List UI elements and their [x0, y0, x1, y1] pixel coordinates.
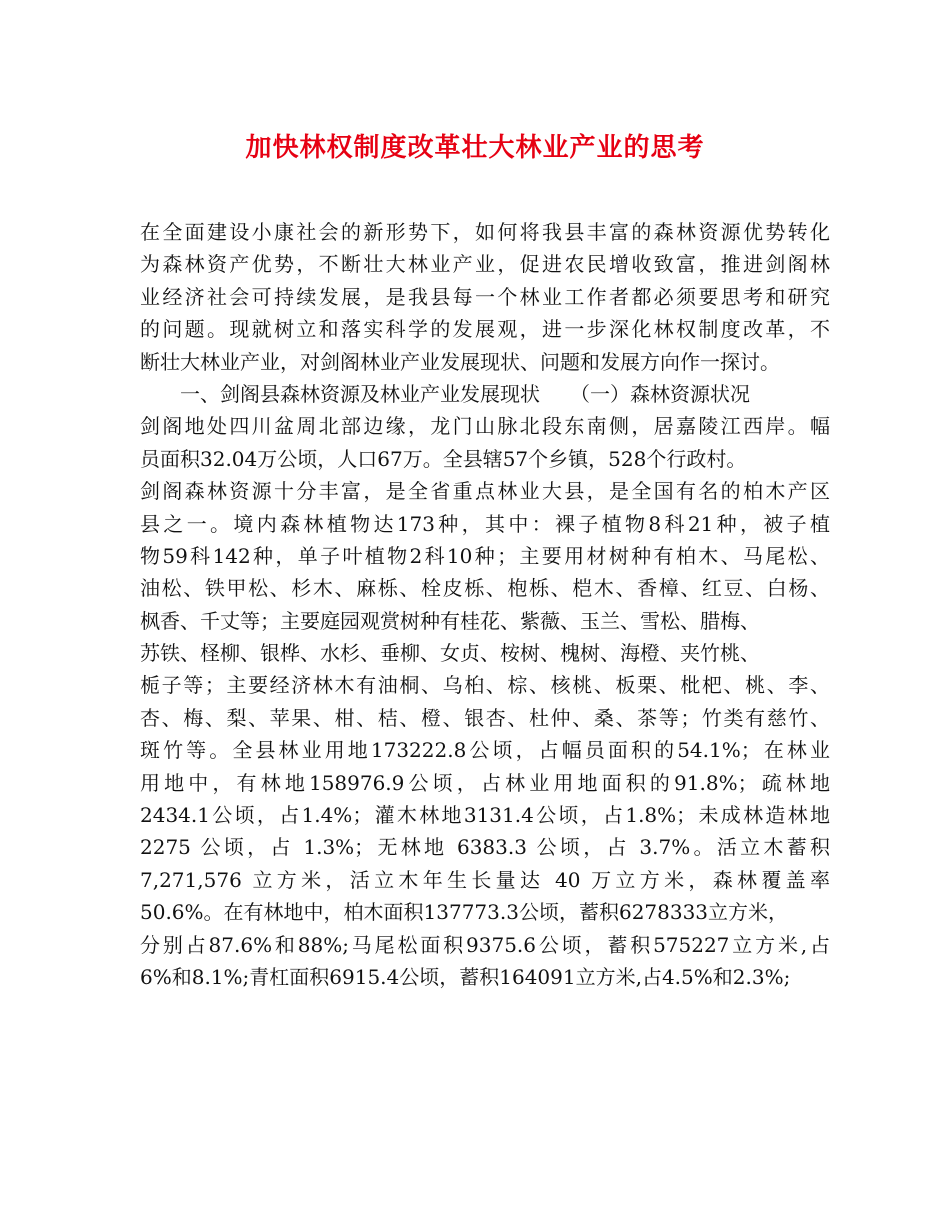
text-line: 分别占87.6%和88%;马尾松面积9375.6公顷，蓄积575227立方米,占 — [140, 932, 830, 957]
text-line: 剑阁地处四川盆周北部边缘，龙门山脉北段东南侧，居嘉陵江西岸。幅 — [140, 414, 830, 439]
text-line: 6%和8.1%;青杠面积6915.4公顷，蓄积164091立方米,占4.5%和2.3%; — [140, 964, 791, 989]
text-line: 2434.1公顷，占1.4%；灌木林地3131.4公顷，占1.8%；未成林造林地 — [140, 803, 830, 828]
text-line: 在全面建设小康社会的新形势下，如何将我县丰富的森林资源优势转化 — [140, 220, 830, 244]
text-line: 的问题。现就树立和落实科学的发展观，进一步深化林权制度改革，不 — [140, 317, 830, 342]
text-line: 为森林资产优势，不断壮大林业产业，促进农民增收致富，推进剑阁林 — [140, 252, 830, 277]
section-heading-line: 一、剑阁县森林资源及林业产业发展现状 （一）森林资源状况 — [140, 381, 750, 406]
text-line: 2275 公顷，占 1.3%；无林地 6383.3 公顷，占 3.7%。活立木蓄积 — [140, 835, 830, 860]
document-title: 加快林权制度改革壮大林业产业的思考 — [245, 133, 705, 163]
text-line: 员面积32.04万公顷，人口67万。全县辖57个乡镇，528个行政村。 — [140, 446, 747, 471]
text-line: 物59科142种，单子叶植物2科10种；主要用材树种有柏木、马尾松、 — [140, 543, 830, 568]
text-line: 栀子等；主要经济林木有油桐、乌桕、棕、核桃、板栗、枇杷、桃、李、 — [140, 673, 830, 698]
text-line: 剑阁森林资源十分丰富，是全省重点林业大县，是全国有名的柏木产区 — [140, 479, 830, 504]
text-line: 7,271,576 立方米，活立木年生长量达 40 万立方米，森林覆盖率 — [140, 867, 830, 892]
text-line: 枫香、千丈等；主要庭园观赏树种有桂花、紫薇、玉兰、雪松、腊梅、 — [140, 608, 760, 633]
text-line: 断壮大林业产业，对剑阁林业产业发展现状、问题和发展方向作一探讨。 — [140, 349, 780, 374]
text-line: 业经济社会可持续发展，是我县每一个林业工作者都必须要思考和研究 — [140, 284, 830, 309]
document-body — [140, 216, 830, 993]
text-line: 斑竹等。全县林业用地173222.8公顷，占幅员面积的54.1%；在林业 — [140, 738, 830, 763]
text-line: 50.6%。在有林地中，柏木面积137773.3公顷，蓄积6278333立方米， — [140, 900, 789, 925]
text-line: 苏铁、柽柳、银桦、水杉、垂柳、女贞、桉树、槐树、海橙、夹竹桃、 — [140, 641, 760, 666]
text-line: 油松、铁甲松、杉木、麻栎、栓皮栎、枹栎、桤木、香樟、红豆、白杨、 — [140, 576, 830, 601]
text-line: 县之一。境内森林植物达173种，其中：裸子植物8科21种，被子植 — [140, 511, 830, 536]
text-line: 用地中，有林地158976.9公顷，占林业用地面积的91.8%；疏林地 — [140, 770, 830, 795]
text-line: 杏、梅、梨、苹果、柑、桔、橙、银杏、杜仲、桑、茶等；竹类有慈竹、 — [140, 705, 830, 730]
